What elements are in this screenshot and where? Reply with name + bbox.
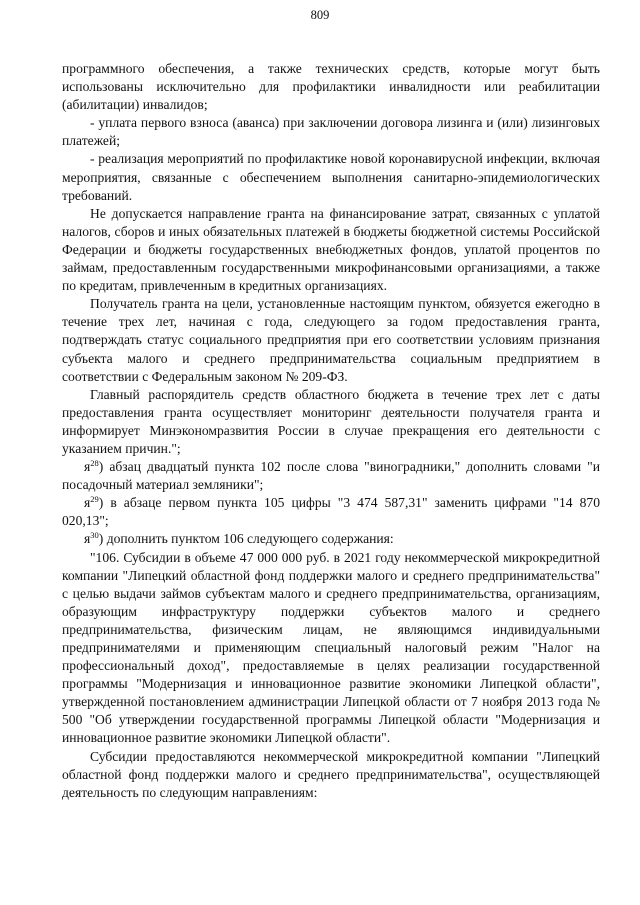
amendment-item-28: [62, 458, 600, 494]
amendment-item-29: [62, 494, 600, 530]
paragraph-grant-restrictions: Не допускается направление гранта на финансирование затрат, связанных с уплатой налогов, сборов и иных обязательных платежей в бюджеты бюджетной системы Российской Федерации и бюджеты государственных внебюджетных фондов, уплатой процентов по займам, предоставленным государственными микрофинансовыми организациями, а также по кредитам, привлеченным в кредитных организациях.: [62, 205, 600, 294]
amendment-letter: я: [84, 459, 91, 475]
paragraph-grant-recipient: Получатель гранта на цели, установленные настоящим пунктом, обязуется ежегодно в течение трех лет, начиная с года, следующего за годом предоставления гранта, подтверждать статус социального предприятия при его соответствии условиям признания субъекта малого и среднего предпринимательства социальным предприятием в соответствии с Федеральным законом № 209-ФЗ.: [62, 296, 600, 384]
amendment-superscript: 29: [90, 494, 99, 505]
amendment-superscript: 30: [90, 530, 99, 541]
paragraph-subsidy-directions: Субсидии предоставляются некоммерческой микрокредитной компании "Липецкий областной фонд поддержки малого и среднего предпринимательства", осуществляющей деятельность по следующим направлениям:: [62, 748, 600, 800]
page-number: 809: [310, 8, 330, 22]
amendment-text: ) дополнить пунктом 106 следующего содержания:: [98, 531, 394, 547]
amendment-letter: я: [84, 531, 91, 547]
amendment-text: ) абзац двадцатый пункта 102 после слова "виноградники," дополнить словами "и посадочный материал земляники";: [62, 459, 600, 493]
paragraph-monitoring: Главный распорядитель средств областного бюджета в течение трех лет с даты предоставления гранта осуществляет мониторинг деятельности получателя гранта и информирует Минэкономразвития России в случае прекращения его деятельности с указанием причин.";: [62, 386, 600, 456]
amendment-item-30: [62, 530, 600, 548]
amendment-superscript: 28: [90, 458, 99, 469]
paragraph-continuation: программного обеспечения, а также технических средств, которые могут быть использованы исключительно для профилактики инвалидности или реабилитации (абилитации) инвалидов;: [62, 61, 600, 113]
paragraph-item-106: "106. Субсидии в объеме 47 000 000 руб. в 2021 году некоммерческой микрокредитной компании "Липецкий областной фонд поддержки малого и среднего предпринимательства" с целью выдачи займов субъектам малого и среднего предпринимательства, организациям, образующим инфраструктуру поддержки субъектов малого и среднего предпринимательства, физическим лицам, не являющимся индивидуальными предпринимателями и применяющим специальный налоговый режим "Налог на профессиональный доход", предоставляемые в целях реализации государственной программы "Модернизация и инновационное развитие экономики Липецкой области", утвержденной постановлением администрации Липецкой области от 7 ноября 2013 года № 500 "Об утверждении государственной программы Липецкой области "Модернизация и инновационное развитие экономики Липецкой области".: [62, 549, 600, 746]
document-body: [62, 60, 600, 802]
list-item-covid: - реализация мероприятий по профилактике новой коронавирусной инфекции, включая мероприятия, связанные с обеспечением выполнения санитарно-эпидемиологических требований.: [62, 151, 600, 203]
amendment-text: ) в абзаце первом пункта 105 цифры "3 474 587,31" заменить цифрами "14 870 020,13";: [62, 495, 600, 529]
amendment-letter: я: [84, 495, 91, 511]
list-item-leasing: - уплата первого взноса (аванса) при заключении договора лизинга и (или) лизинговых платежей;: [62, 115, 600, 149]
